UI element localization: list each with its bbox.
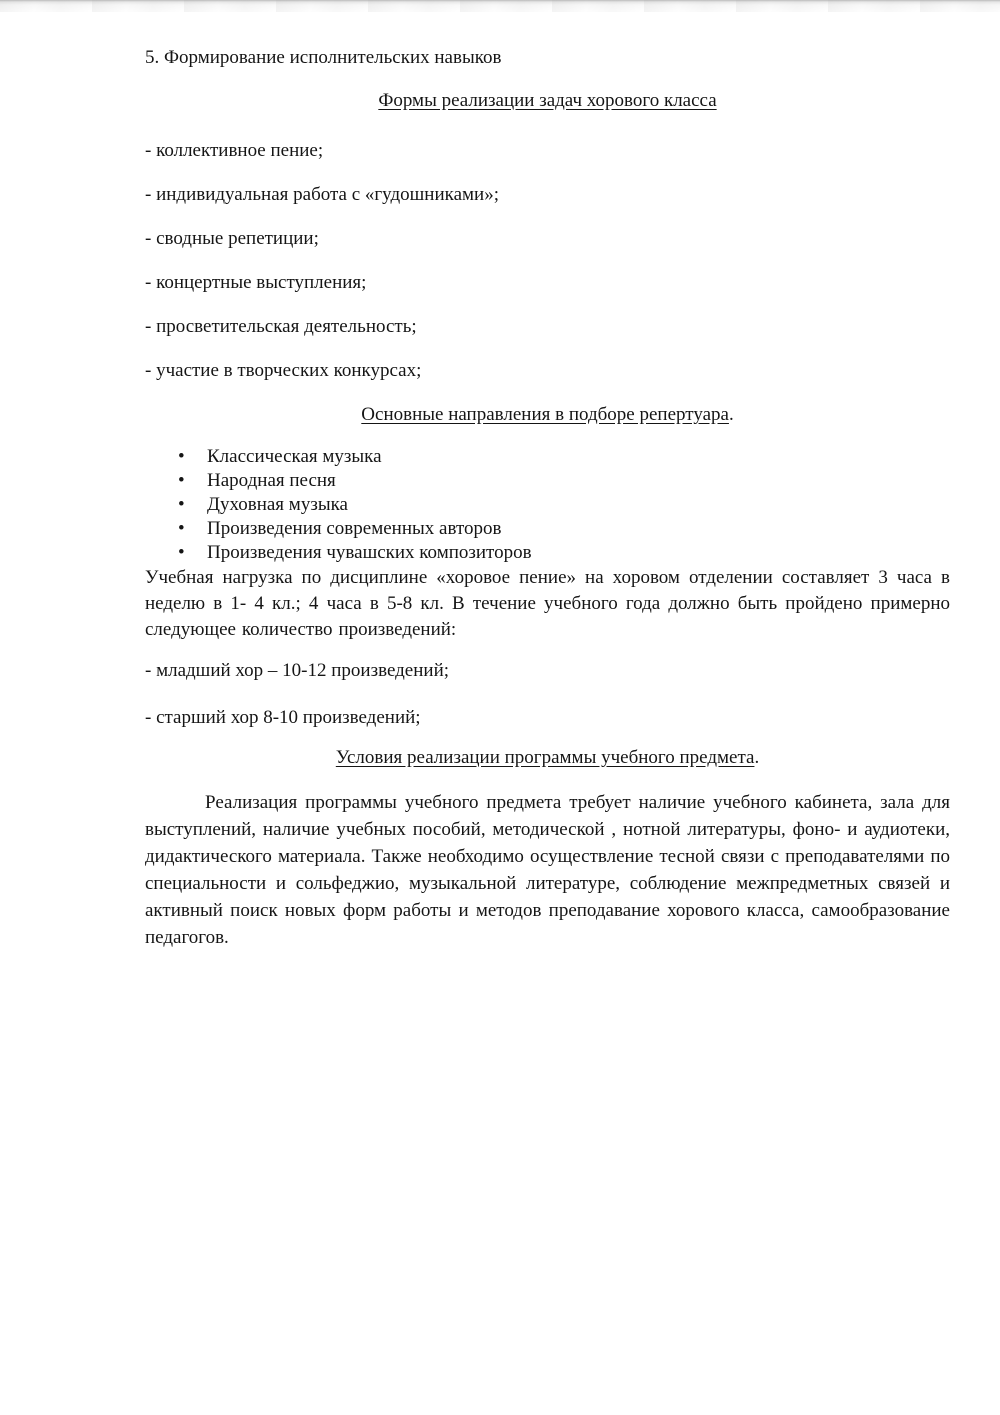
list-item: - участие в творческих конкурсах;	[145, 360, 422, 381]
list-item-label: Классическая музыка	[207, 446, 382, 467]
list-item-label: Произведения чувашских композиторов	[207, 542, 532, 563]
bullet-icon: •	[178, 518, 185, 539]
scan-edge-artifact	[0, 0, 1000, 12]
heading-forms-text: Формы реализации задач хорового класса	[378, 90, 717, 111]
list-item: - сводные репетиции;	[145, 228, 319, 249]
heading-repertoire-text: Основные направления в подборе репертуара	[361, 404, 729, 425]
paragraph-implementation: Реализация программы учебного предмета требует наличие учебного кабинета, зала для выступлений, наличие учебных пособий, методической , нотной литературы, фоно- и аудиотеки, дидактического материала. Также необходимо осуществление тесной связи с преподавателями по специальности и сольфеджио, музыкальной литературе, соблюдение межпредметных связей и активный поиск новых форм работы и методов преподавание хорового класса, самообразование педагогов.	[145, 792, 950, 948]
forms-list	[145, 137, 950, 384]
heading-forms	[145, 87, 950, 114]
list-item	[145, 445, 950, 469]
list-item-label: Произведения современных авторов	[207, 518, 502, 539]
paragraph-workload: Учебная нагрузка по дисциплине «хоровое пение» на хоровом отделении составляет 3 часа в неделю в 1- 4 кл.; 4 часа в 5-8 кл. В течение учебного года должно быть пройдено примерно следующее количество произведений:	[145, 567, 950, 640]
list-item-senior-choir: - старший хор 8-10 произведений;	[145, 707, 421, 728]
bullet-icon: •	[178, 446, 185, 467]
list-item	[145, 541, 950, 565]
list-item-junior-choir: - младший хор – 10-12 произведений;	[145, 660, 450, 681]
list-item: - концертные выступления;	[145, 272, 367, 293]
list-item: - индивидуальная работа с «гудошниками»;	[145, 184, 499, 205]
heading-conditions-text: Условия реализации программы учебного предмета	[335, 747, 755, 768]
section-heading: 5. Формирование исполнительских навыков	[145, 47, 502, 68]
document-content	[145, 44, 950, 951]
list-item-label: Народная песня	[207, 470, 336, 491]
heading-conditions	[145, 744, 950, 771]
list-item	[145, 493, 950, 517]
heading-repertoire-period: .	[728, 404, 734, 425]
list-item-label: Духовная музыка	[207, 494, 348, 515]
list-item	[145, 517, 950, 541]
list-item: - коллективное пение;	[145, 140, 324, 161]
repertoire-list	[145, 445, 950, 565]
bullet-icon: •	[178, 542, 185, 563]
bullet-icon: •	[178, 494, 185, 515]
list-item	[145, 469, 950, 493]
list-item: - просветительская деятельность;	[145, 316, 417, 337]
heading-repertoire	[145, 401, 950, 428]
bullet-icon: •	[178, 470, 185, 491]
heading-conditions-period: .	[754, 747, 760, 768]
